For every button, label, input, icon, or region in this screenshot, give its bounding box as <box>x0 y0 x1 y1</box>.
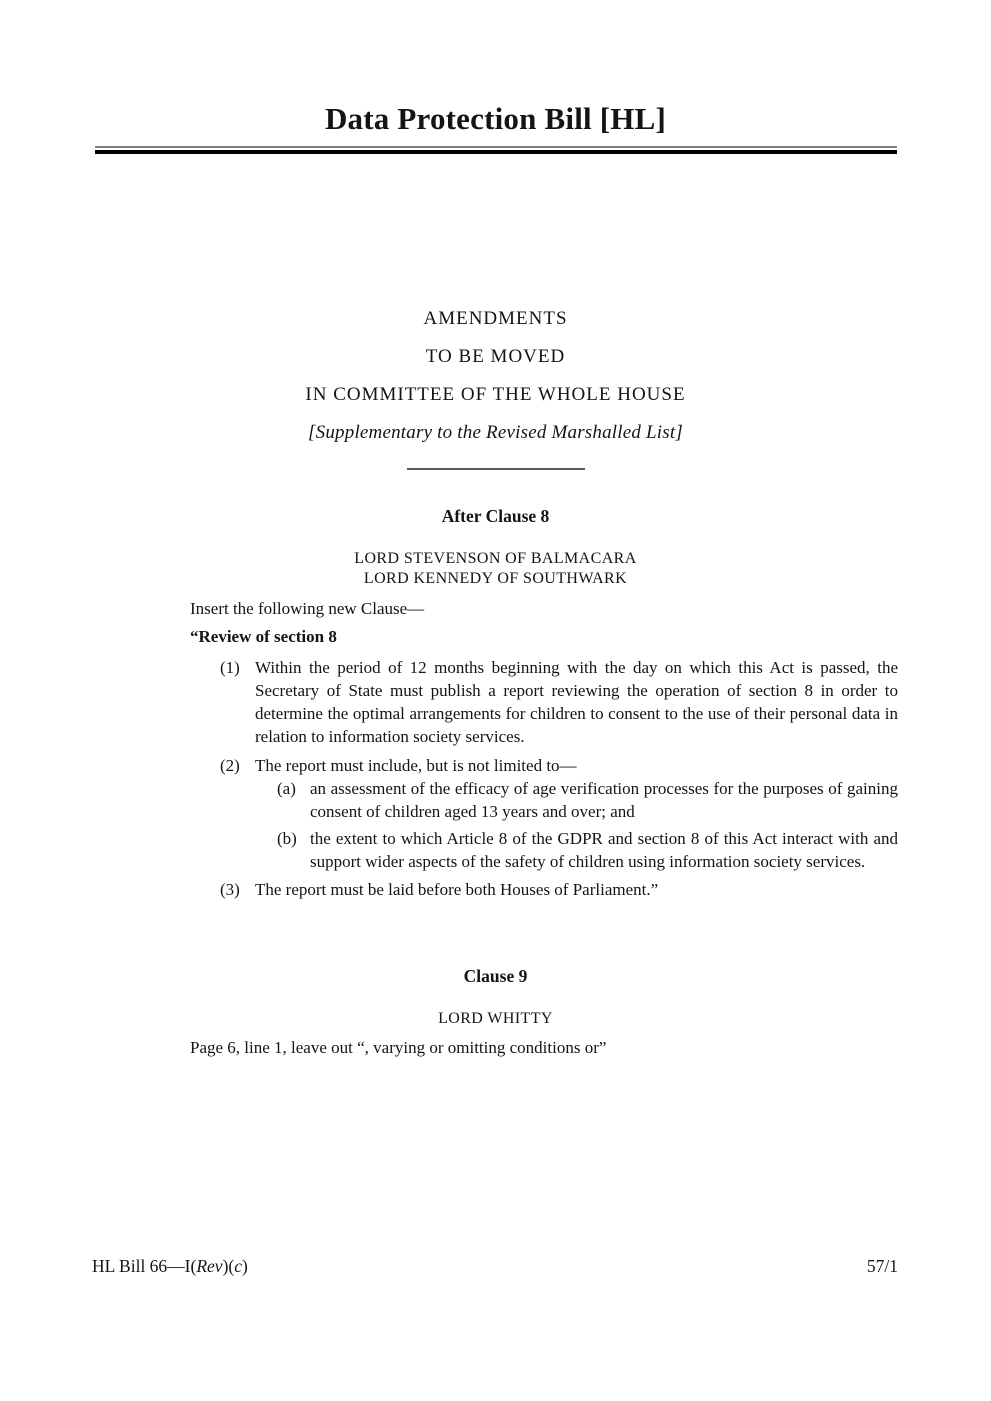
clause-9-heading: Clause 9 <box>463 966 528 986</box>
header-rule-thick <box>95 150 897 154</box>
page-footer <box>92 1256 898 1277</box>
paragraph-number: (3) <box>220 880 240 899</box>
paragraph-number: (2) <box>220 756 240 775</box>
separator-rule <box>407 468 585 470</box>
bill-reference-part: ) <box>242 1256 248 1276</box>
clause-paragraph-1 <box>190 656 898 748</box>
front-matter <box>0 300 991 452</box>
subparagraph-text: an assessment of the efficacy of age verification processes for the purposes of gaining consent of children aged 13 years and over; and <box>310 779 898 821</box>
sponsor-list <box>0 549 991 589</box>
sponsor-list <box>0 1009 991 1029</box>
paragraph-text: The report must be laid before both Houses of Parliament.” <box>255 880 659 899</box>
clause-subparagraph-a <box>190 777 898 823</box>
after-clause-8-heading: After Clause 8 <box>441 506 550 526</box>
to-be-moved-heading: TO BE MOVED <box>425 346 566 367</box>
insert-instruction: Insert the following new Clause— <box>190 599 425 618</box>
subparagraph-number: (b) <box>277 829 297 848</box>
amendment-body-clause-9 <box>190 1036 898 1059</box>
sponsor-name: LORD STEVENSON OF BALMACARA <box>354 550 637 567</box>
amendment-body-after-clause-8 <box>190 597 898 901</box>
header-double-rule <box>95 146 897 154</box>
subparagraph-text: the extent to which Article 8 of the GDPR and section 8 of this Act interact with and support wider aspects of the safety of children using information society services. <box>310 829 898 871</box>
bill-reference-part: )( <box>222 1256 235 1276</box>
amendment-instruction: Page 6, line 1, leave out “, varying or omitting conditions or” <box>190 1038 607 1057</box>
sponsor-name: LORD KENNEDY OF SOUTHWARK <box>363 570 628 587</box>
new-clause-title: “Review of section 8 <box>190 627 337 646</box>
committee-heading: IN COMMITTEE OF THE WHOLE HOUSE <box>305 384 686 405</box>
subparagraph-number: (a) <box>277 779 296 798</box>
header-rule-thin <box>95 146 897 148</box>
paragraph-text: Within the period of 12 months beginning with the day on which this Act is passed, the Secretary of State must publish a report reviewing the operation of section 8 in order to determine the optimal arrangements for children to consent to the use of their personal data in relation to information society services. <box>255 658 898 746</box>
paragraph-number: (1) <box>220 658 240 677</box>
bill-title: Data Protection Bill [HL] <box>324 101 667 136</box>
bill-reference <box>92 1256 248 1277</box>
paragraph-text: The report must include, but is not limited to— <box>255 756 577 775</box>
supplementary-note: [Supplementary to the Revised Marshalled List] <box>308 422 683 443</box>
bill-reference-part: HL Bill 66—I( <box>92 1256 197 1276</box>
clause-paragraph-3 <box>190 878 898 901</box>
amendment-sheet-number: 57/1 <box>866 1256 898 1276</box>
clause-subparagraph-b <box>190 827 898 873</box>
amendments-heading: AMENDMENTS <box>423 308 568 329</box>
sponsor-name: LORD WHITTY <box>438 1010 553 1027</box>
bill-reference-c: c <box>234 1256 243 1276</box>
bill-reference-rev: Rev <box>196 1256 223 1276</box>
clause-paragraph-2 <box>190 754 898 777</box>
